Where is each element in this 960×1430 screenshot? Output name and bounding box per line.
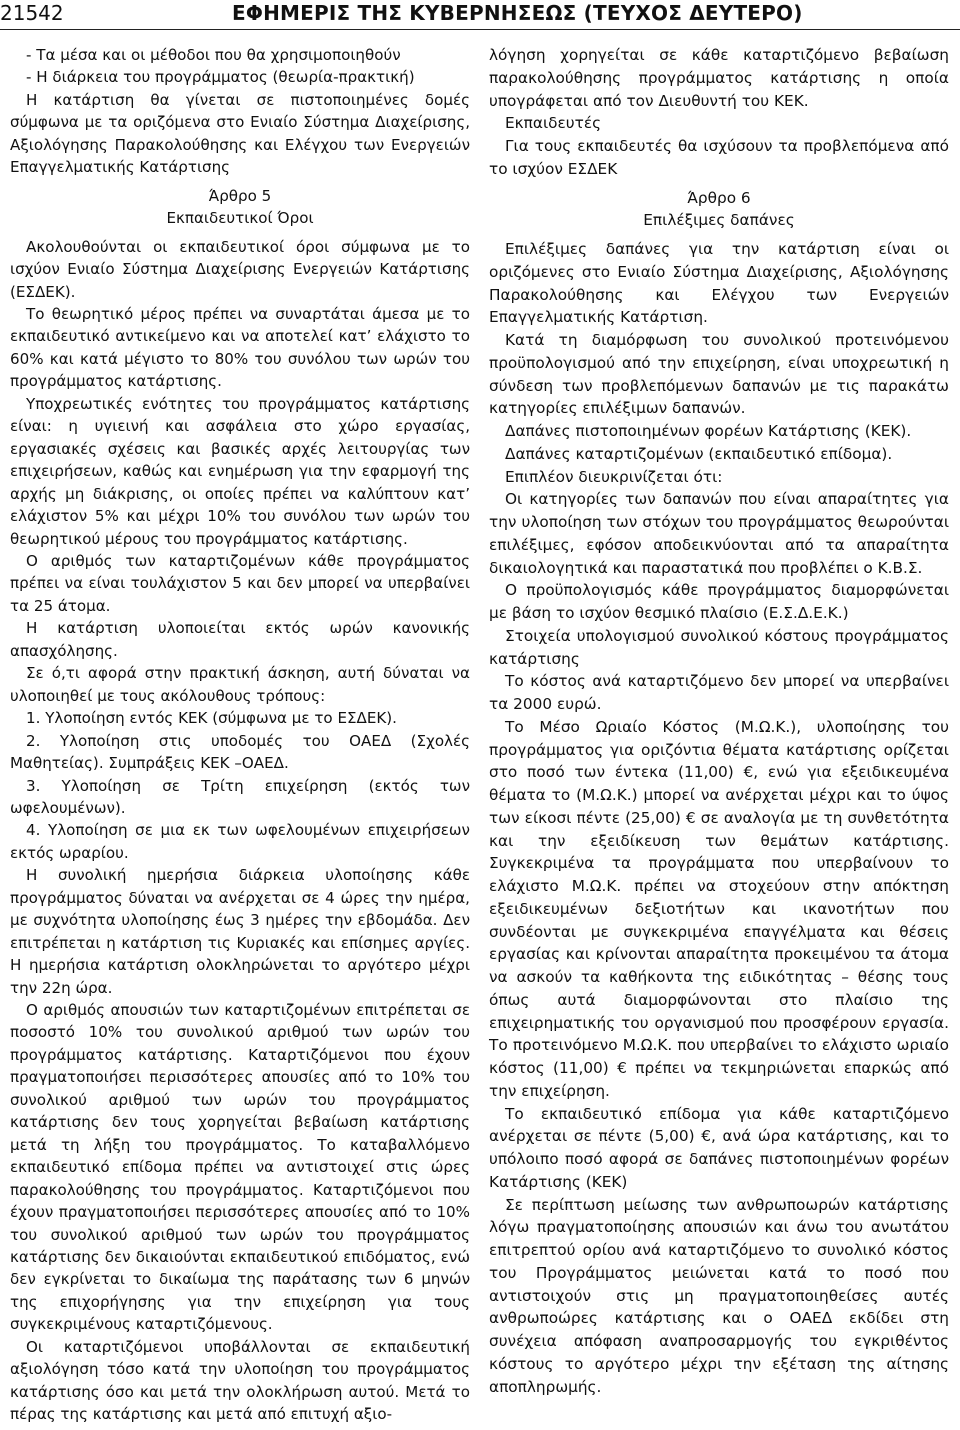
paragraph: Η κατάρτιση θα γίνεται σε πιστοποιημένες δομές σύμφωνα με τα οριζόμενα στο Ενιαίο Σύστημα Διαχείρισης, Αξιολόγησης Παρακολούθησης και Ελέγχου των Ενεργειών Επαγγελματικής Κατάρτισης <box>10 90 470 177</box>
article-5-title: Άρθρο 5 <box>208 186 272 205</box>
paragraph: Δαπάνες πιστοποιημένων φορέων Κατάρτισης (ΚΕΚ). <box>505 422 912 440</box>
paragraph: - Η διάρκεια του προγράμματος (θεωρία-πρακτική) <box>26 68 415 87</box>
paragraph: Το κόστος ανά καταρτιζόμενο δεν μπορεί να υπερβαίνει τα 2000 ευρώ. <box>489 672 949 713</box>
list-item: 4. Υλοποίηση σε μια εκ των ωφελουμένων επιχειρήσεων εκτός ωραρίου. <box>10 821 470 862</box>
paragraph: λόγηση χορηγείται σε κάθε καταρτιζόμενο βεβαίωση παρακολούθησης προγράμματος κατάρτισης η οποία υπογράφεται από τον Διευθυντή του ΚΕΚ. <box>489 46 949 110</box>
paragraph: Ο αριθμός απουσιών των καταρτιζομένων επιτρέπεται σε ποσοστό 10% του συνολικού αριθμού των ωρών του προγράμματος κατάρτισης. Καταρτιζόμενοι που έχουν πραγματοποιήσει περισσότερες απουσίες από το 10% του συνολικού αριθμού των ωρών του προγράμματος κατάρτισης δεν τους χορηγείται βεβαίωση κατάρτισης μετά τη λήξη του προγράμματος. Το καταβαλλόμενο εκπαιδευτικό επίδομα πρέπει να αντιστοιχεί στις ώρες παρακολούθησης του προγράμματος. Καταρτιζόμενοι που έχουν πραγματοποιήσει περισσότερες απουσίες από το 10% του συνολικού αριθμού των ωρών του προγράμματος κατάρτισης δεν δικαιούνται εκπαιδευτικού επιδόματος, ενώ δεν εγκρίνεται το δικαίωμα της παράτασης των 6 μηνών της επιχορήγησης για την επιχείρηση για τους συγκεκριμένους καταρτιζόμενους. <box>10 1001 470 1334</box>
paragraph: Κατά τη διαμόρφωση του συνολικού προτεινόμενου προϋπολογισμού από την επιχείρηση, είναι υποχρεωτική η σύνδεση των προβλεπόμενων δαπανών με τις παρακάτω κατηγορίες επιλέξιμων δαπανών. <box>489 331 949 418</box>
list-item: 3. Υλοποίηση σε Τρίτη επιχείρηση (εκτός των ωφελουμένων). <box>10 776 470 817</box>
paragraph: Η κατάρτιση υλοποιείται εκτός ωρών κανονικής απασχόλησης. <box>10 619 470 660</box>
paragraph: Στοιχεία υπολογισμού συνολικού κόστους προγράμματος κατάρτισης <box>489 626 949 668</box>
paragraph: Το Μέσο Ωριαίο Κόστος (Μ.Ω.Κ.), υλοποίησης του προγράμματος για οριζόντια θέματα κατάρτισης ορίζεται στο ποσό των έντεκα (11,00) €, ενώ για εξειδικευμένα θέματα το (Μ.Ω.Κ.) μπορεί να ανέρχεται μέχρι και το ύψος των είκοσι πέντε (25,00) € σε αναλογία με τη συνθετότητα και την εξειδίκευση των θεμάτων κατάρτισης. Συγκεκριμένα τα προγράμματα που υπερβαίνουν το ελάχιστο Μ.Ω.Κ. πρέπει να στοχεύουν στην απόκτηση εξειδικευμένων δεξιοτήτων και ικανοτήτων που συνδέονται με συγκεκριμένα επαγγέλματα και θέσεις εργασίας και κρίνονται απαραίτητα προκειμένου τα άτομα να ασκούν τα καθήκοντα της ειδικότητας – θέσης τους όπως αυτά διαμορφώνονται στο πλαίσιο της επιχειρηματικής του οργανισμού που προσφέρουν εργασία. Το προτεινόμενο Μ.Ω.Κ. που υπερβαίνει το ελάχιστο ωριαίο κόστος (11,00) € πρέπει να τεκμηριώνεται επαρκώς από την επιχείρηση. <box>489 717 949 1100</box>
paragraph: Το θεωρητικό μέρος πρέπει να συναρτάται άμεσα με το εκπαιδευτικό αντικείμενο και να αποτελεί κατ’ ελάχιστο το 60% και κατά μέγιστο το 80% του συνόλου των ωρών του προγράμματος κατάρτισης. <box>10 304 470 391</box>
page-number: 21542 <box>0 1 64 25</box>
header-divider <box>0 29 960 30</box>
paragraph: - Τα μέσα και οι μέθοδοι που θα χρησιμοποιηθούν <box>26 46 401 64</box>
article-5-subtitle: Εκπαιδευτικοί Όροι <box>166 209 314 228</box>
paragraph: Σε ό,τι αφορά στην πρακτική άσκηση, αυτή δύναται να υλοποιηθεί με τους ακόλουθους τρόπους: <box>10 664 470 705</box>
paragraph: Επιπλέον διευκρινίζεται ότι: <box>505 467 723 486</box>
paragraph: Το εκπαιδευτικό επίδομα για κάθε καταρτιζόμενο ανέρχεται σε πέντε (5,00) €, ανά ώρα κατάρτισης, και το υπόλοιπο ποσό αφορά σε δαπάνες πιστοποιημένων φορέων Κατάρτισης (ΚΕΚ) <box>489 1104 949 1191</box>
list-item: 1. Υλοποίηση εντός ΚΕΚ (σύμφωνα με το ΕΣΔΕΚ). <box>26 709 397 728</box>
paragraph: Για τους εκπαιδευτές θα ισχύσουν τα προβλεπόμενα από το ισχύον ΕΣΔΕΚ <box>489 137 949 178</box>
gazette-title: ΕΦΗΜΕΡΙΣ ΤΗΣ ΚΥΒΕΡΝΗΣΕΩΣ (ΤΕΥΧΟΣ ΔΕΥΤΕΡΟ) <box>232 1 803 25</box>
paragraph: Η συνολική ημερήσια διάρκεια υλοποίησης κάθε προγράμματος δύναται να ανέρχεται σε 4 ώρες την ημέρα, με συχνότητα υλοποίησης έως 3 ημέρες την εβδομάδα. Δεν επιτρέπεται η κατάρτιση τις Κυριακές και επίσημες αργίες. Η ημερήσια κατάρτιση ολοκληρώνεται το αργότερο μέχρι την 22η ώρα. <box>10 866 470 997</box>
paragraph: Δαπάνες καταρτιζομένων (εκπαιδευτικό επίδομα). <box>505 444 893 463</box>
paragraph: Επιλέξιμες δαπάνες για την κατάρτιση είναι οι οριζόμενες στο Ενιαίο Σύστημα Διαχείρισης, Αξιολόγησης Παρακολούθησης και Ελέγχου των Ενεργειών Επαγγελματικής Κατάρτιση. <box>489 240 949 327</box>
paragraph: Οι κατηγορίες των δαπανών που είναι απαραίτητες για την υλοποίηση των στόχων του προγράμματος θεωρούνται επιλέξιμες, εφόσον αποδεικνύονται από τα απαραίτητα δικαιολογητικά και παραστατικά που προβλέπει ο Κ.Β.Σ. <box>489 490 949 577</box>
paragraph: Ο προϋπολογισμός κάθε προγράμματος διαμορφώνεται με βάση το ισχύον θεσμικό πλαίσιο (Ε.Σ.Δ.Ε.Κ.) <box>489 581 949 622</box>
paragraph: Ο αριθμός των καταρτιζομένων κάθε προγράμματος πρέπει να είναι τουλάχιστον 5 και δεν μπορεί να υπερβαίνει τα 25 άτομα. <box>10 551 470 615</box>
paragraph: Ακολουθούνται οι εκπαιδευτικοί όροι σύμφωνα με το ισχύον Ενιαίο Σύστημα Διαχείρισης Ενεργειών Κατάρτισης (ΕΣΔΕΚ). <box>10 237 470 301</box>
paragraph: Σε περίπτωση μείωσης των ανθρωποωρών κατάρτισης λόγω πραγματοποίησης απουσιών και άνω του ανωτάτου επιτρεπτού ορίου ανά καταρτιζόμενο το συνολικό κόστος του Προγράμματος μειώνεται κατά το ποσό που αντιστοιχούν στις μη πραγματοποιηθείσες αυτές ανθρωποώρες κατάρτισης και ο ΟΑΕΔ εκδίδει στη συνέχεια απόφαση αναπροσαρμογής του εγκριθέντος κόστους το αργότερο μέχρι την εξέταση της αίτησης αποπληρωμής. <box>489 1195 949 1396</box>
list-item: 2. Υλοποίηση στις υποδομές του ΟΑΕΔ (Σχολές Μαθητείας). Συμπράξεις ΚΕΚ –ΟΑΕΔ. <box>10 731 470 773</box>
article-6-title: Άρθρο 6 <box>687 188 751 207</box>
article-6-subtitle: Επιλέξιμες δαπάνες <box>643 211 795 230</box>
right-column <box>489 44 949 1398</box>
paragraph: Υποχρεωτικές ενότητες του προγράμματος κατάρτισης είναι: η υγιεινή και ασφάλεια στο χώρο εργασίας, εργασιακές σχέσεις και βασικές αρχές λειτουργίας των επιχειρήσεων, καθώς και ενημέρωση για την εφαρμογή της αρχής μη διάκρισης, οι οποίες πρέπει να καλύπτουν κατ’ ελάχιστον 5% και μέχρι 10% του συνόλου των ωρών του θεωρητικού μέρους του προγράμματος κατάρτισης. <box>10 394 470 548</box>
left-column <box>10 44 470 1426</box>
paragraph: Οι καταρτιζόμενοι υποβάλλονται σε εκπαιδευτική αξιολόγηση τόσο κατά την υλοποίηση του προγράμματος κατάρτισης όσο και μετά την ολοκλήρωση αυτού. Μετά το πέρας της κατάρτισης και μετά από επιτυχή αξιο- <box>10 1337 470 1424</box>
section-label: Εκπαιδευτές <box>505 114 602 133</box>
page-header <box>0 0 960 28</box>
